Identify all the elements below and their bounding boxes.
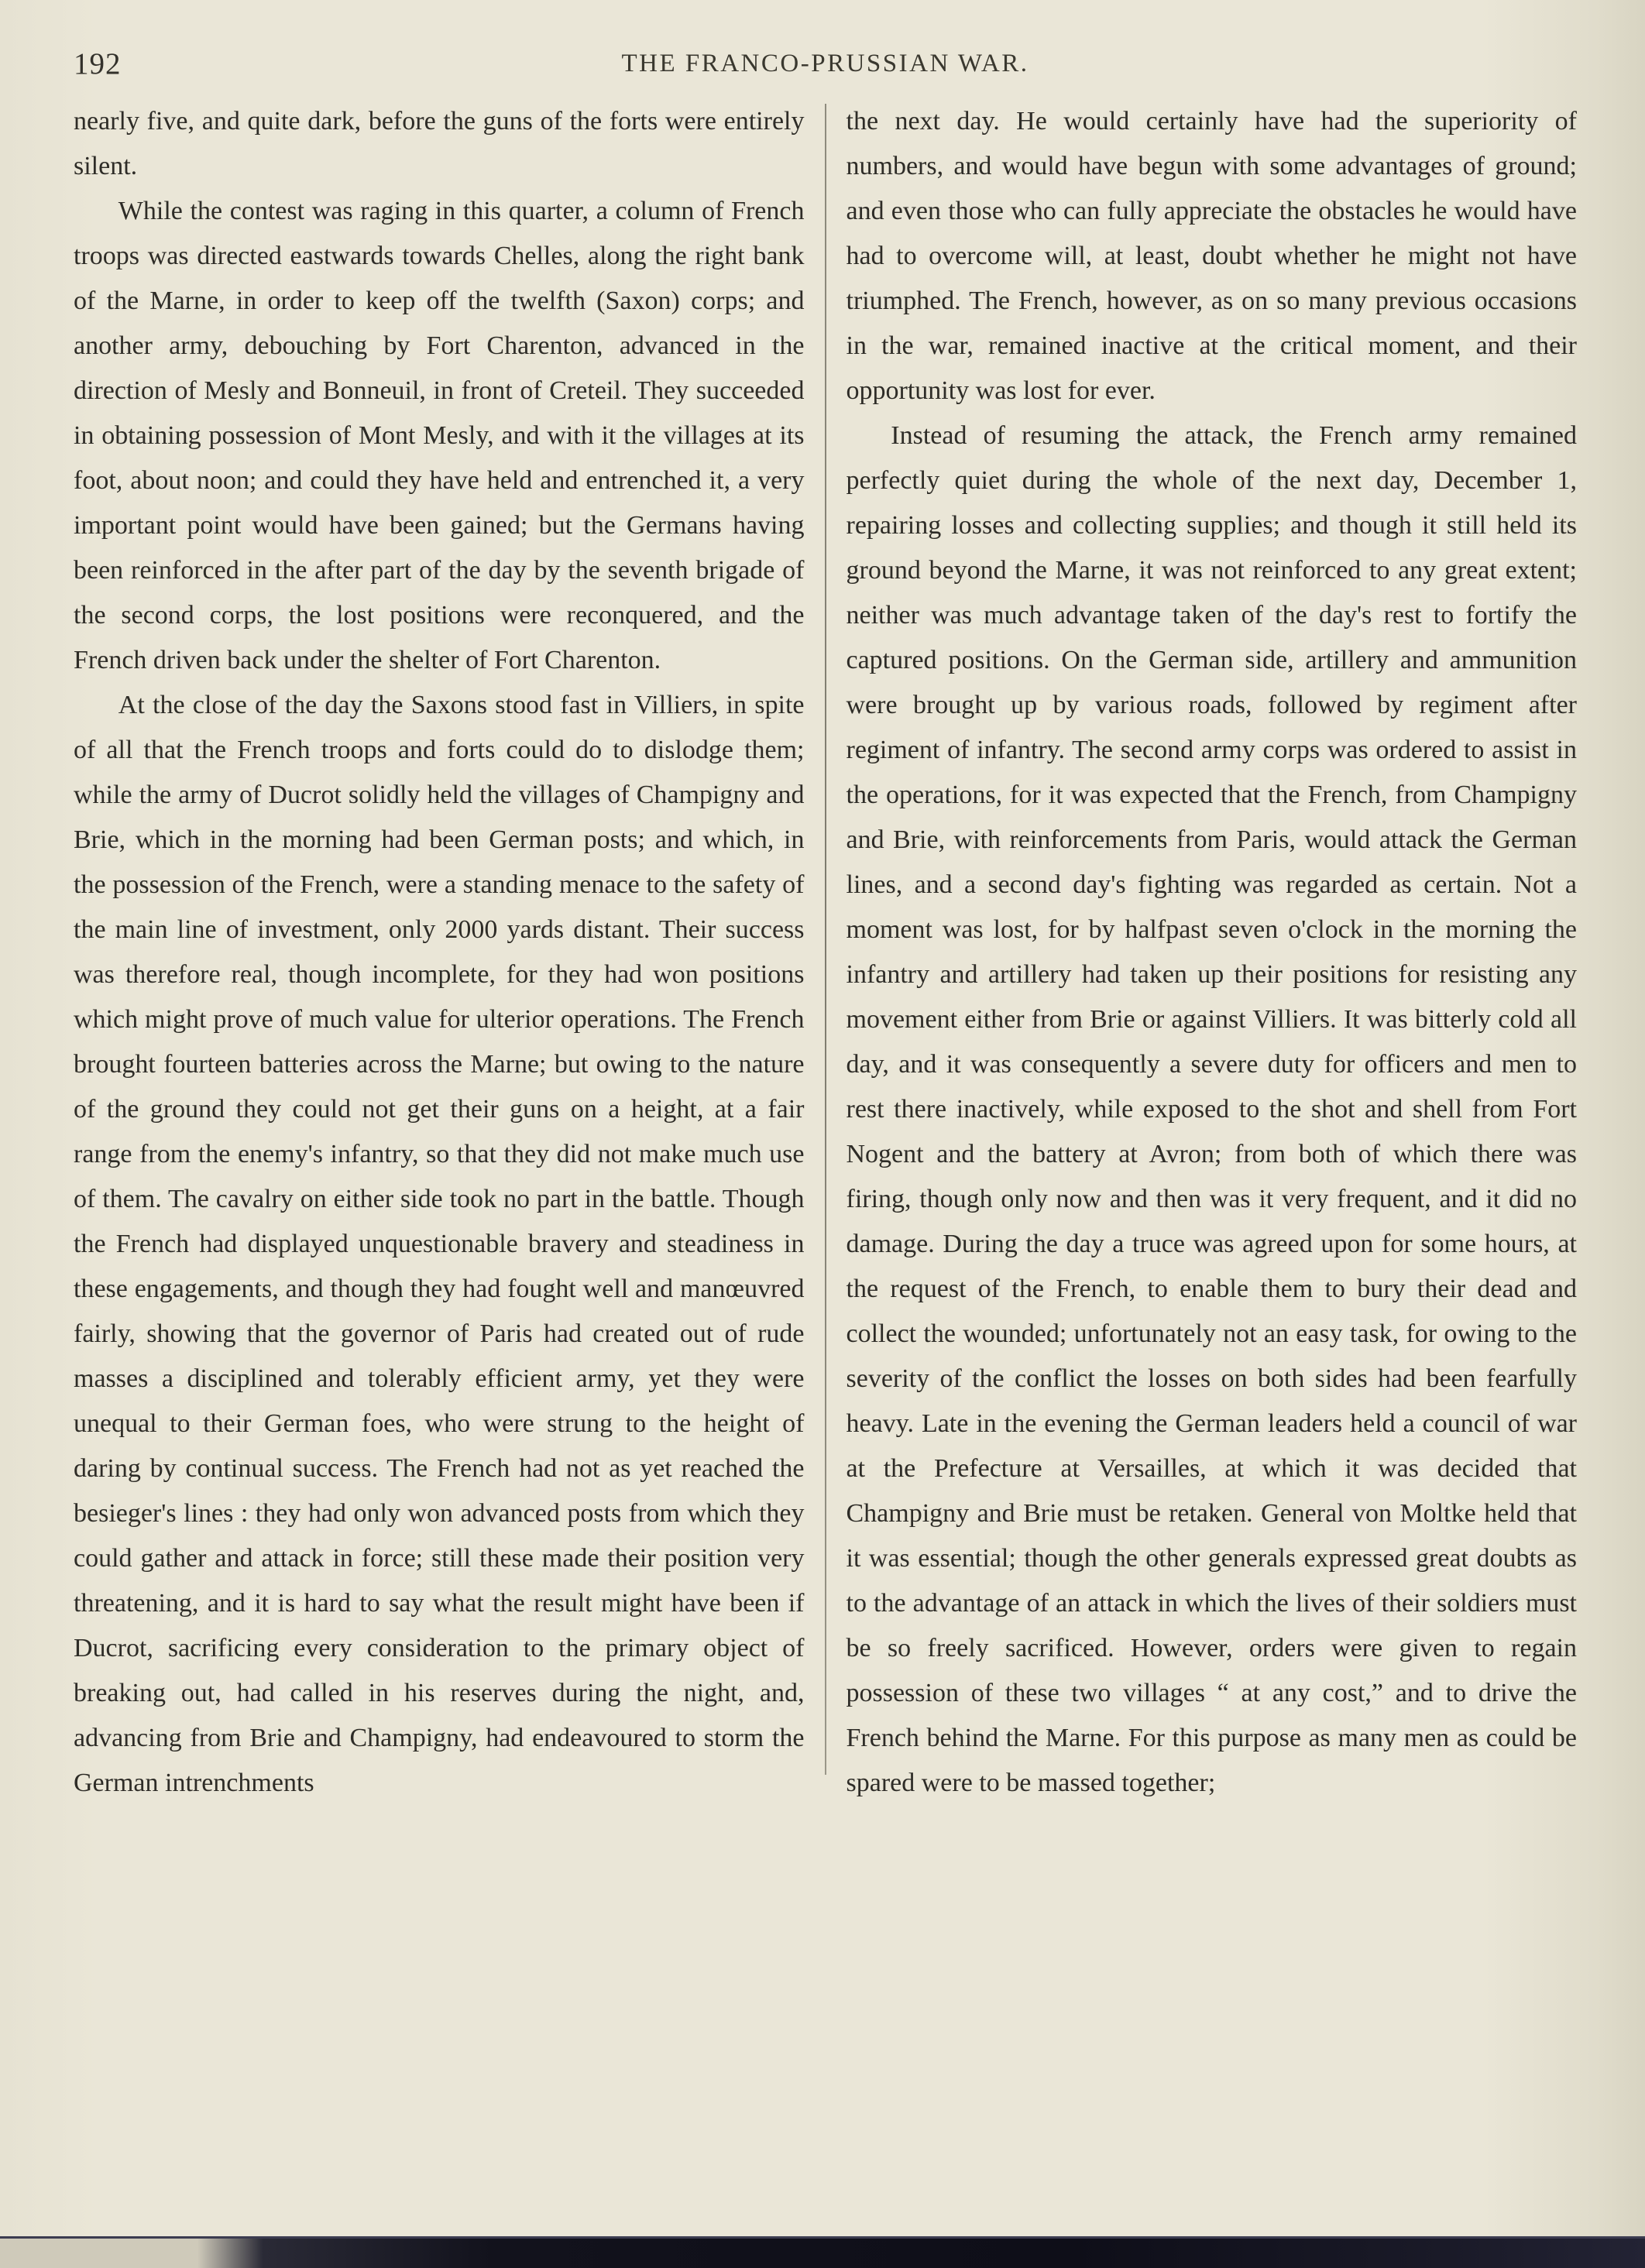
column-divider <box>825 104 826 1775</box>
paragraph: At the close of the day the Saxons stood fast in Villiers, in spite of all that the French troops and forts could do to dislodge them; while the army of Ducrot solidly held the villages of Champigny and Brie, which in the morning had been German posts; and which, in the possession of the French, were a standing menace to the safety of the main line of investment, only 2000 yards distant. Their success was therefore real, though incomplete, for they had won positions which might prove of much value for ulterior operations. The French brought fourteen batteries across the Marne; but owing to the nature of the ground they could not get their guns on a height, at a fair range from the enemy's infantry, so that they did not make much use of them. The cavalry on either side took no part in the battle. Though the French had displayed unquestionable bravery and steadiness in these engagements, and though they had fought well and manœuvred fairly, showing that the governor of Paris had created out of rude masses a disciplined and tolerably efficient army, yet they were unequal to their German foes, who were strung to the height of daring by continual success. The French had not as yet reached the besieger's lines : they had only won advanced posts from which they could gather and attack in force; still these made their position very threatening, and it is hard to say what the result might have been if Ducrot, sacrificing every consideration to the primary object of breaking out, had called in his reserves during the night, and, advancing from Brie and Champigny, had endeavoured to storm the German intrenchments <box>74 691 805 1797</box>
text-columns <box>74 99 1577 1806</box>
page-header <box>74 46 1577 90</box>
page-title: THE FRANCO-PRUSSIAN WAR. <box>621 50 1029 77</box>
scan-edge-shadow <box>0 2236 1645 2268</box>
paragraph: While the contest was raging in this quarter, a column of French troops was directed eastwards towards Chelles, along the right bank of the Marne, in order to keep off the twelfth (Saxon) corps; and another army, debouching by Fort Charenton, advanced in the direction of Mesly and Bonneuil, in front of Creteil. They succeeded in obtaining possession of Mont Mesly, and with it the villages at its foot, about noon; and could they have held and entrenched it, a very important point would have been gained; but the Germans having been reinforced in the after part of the day by the seventh brigade of the second corps, the lost positions were reconquered, and the French driven back under the shelter of Fort Charenton. <box>74 197 805 674</box>
paragraph: Instead of resuming the attack, the French army remained perfectly quiet during the whole of the next day, December 1, repairing losses and collecting supplies; and though it still held its ground beyond the Marne, it was not reinforced to any great extent; neither was much advantage taken of the day's rest to fortify the captured positions. On the German side, artillery and ammunition were brought up by various roads, followed by regiment after regiment of infantry. The second army corps was ordered to assist in the operations, for it was expected that the French, from Champigny and Brie, with reinforcements from Paris, would attack the German lines, and a second day's fighting was regarded as certain. Not a moment was lost, for by halfpast seven o'clock in the morning the infantry and artillery had taken up their positions for resisting any movement either from Brie or against Villiers. It was bitterly cold all day, and it was consequently a severe duty for officers and men to rest there inactively, while exposed to the shot and shell from Fort Nogent and the battery at Avron; from both of which there was firing, though only now and then was it very frequent, and it did no damage. During the day a truce was agreed upon for some hours, at the request of the French, to enable them to bury their dead and collect the wounded; unfortunately not an easy task, for owing to the severity of the conflict the losses on both sides had been fearfully heavy. Late in the evening the German leaders held a council of war at the Prefecture at Versailles, at which it was decided that Champigny and Brie must be retaken. General von Moltke held that it was essential; though the other generals expressed great doubts as to the advantage of an attack in which the lives of their soldiers must be so freely sacrificed. However, orders were given to regain possession of these two villages “ at any cost,” and to drive the French behind the Marne. For this purpose as many men as could be spared were to be massed together; <box>846 421 1577 1797</box>
left-column <box>74 99 805 1806</box>
paragraph: the next day. He would certainly have had the superiority of numbers, and would have begun with some advantages of ground; and even those who can fully appreciate the obstacles he would have had to overcome will, at least, doubt whether he might not have triumphed. The French, however, as on so many previous occasions in the war, remained inactive at the critical moment, and their opportunity was lost for ever. <box>846 107 1577 405</box>
page-number: 192 <box>74 47 122 81</box>
paragraph: nearly five, and quite dark, before the guns of the forts were entirely silent. <box>74 107 805 180</box>
right-column <box>847 99 1578 1806</box>
